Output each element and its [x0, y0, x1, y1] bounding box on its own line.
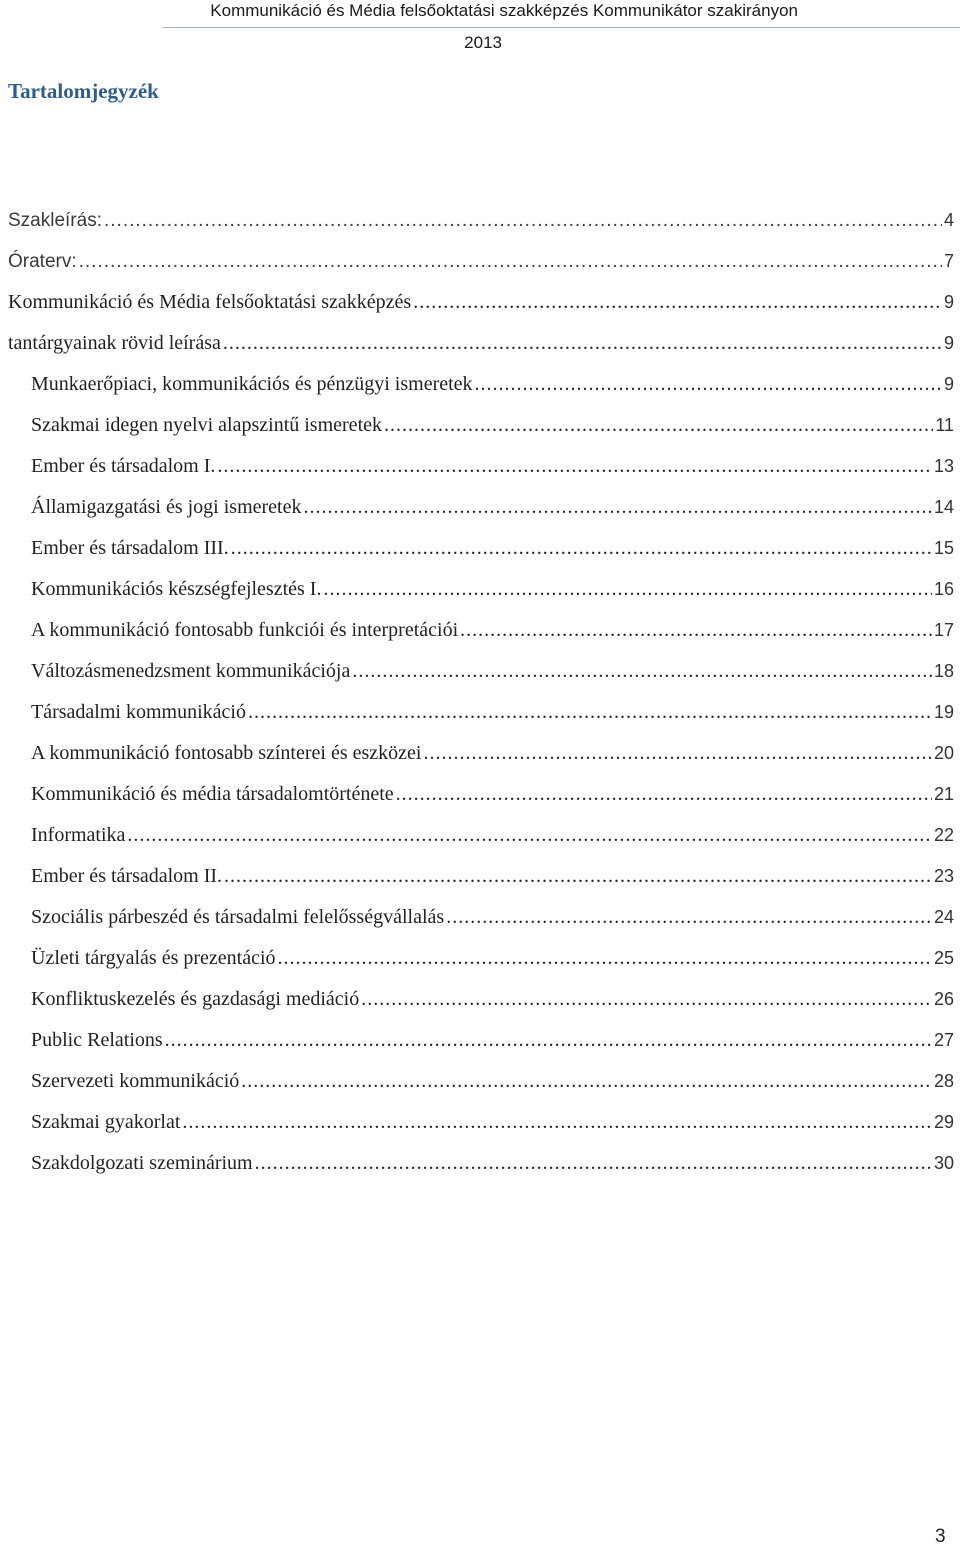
toc-entry-szakmai-gyakorlat[interactable]	[0, 1102, 960, 1143]
toc-entry-page: 24	[933, 907, 954, 927]
toc-row	[31, 1102, 954, 1142]
toc-entry-page: 20	[933, 743, 954, 763]
toc-row	[31, 856, 954, 896]
toc-entry-allamigazgatasi[interactable]	[0, 487, 960, 528]
dot-leader	[224, 856, 932, 896]
toc-entry-text: Üzleti tárgyalás és prezentáció	[31, 947, 276, 969]
dot-leader	[423, 733, 932, 773]
toc-entry-konfliktuskezeles[interactable]	[0, 979, 960, 1020]
toc-entry-text: A kommunikáció fontosabb színterei és eszközei	[31, 742, 422, 764]
toc-entry-text: Konfliktuskezelés és gazdasági mediáció	[31, 988, 360, 1010]
toc-entry-text: Államigazgatási és jogi ismeretek	[31, 496, 302, 518]
toc-row	[8, 241, 954, 282]
toc-entry-page: 14	[933, 497, 954, 517]
toc-entry-ember-es-tarsadalom-3[interactable]	[0, 528, 960, 569]
dot-leader	[223, 323, 942, 363]
toc-entry-text: Kommunikáció és média társadalomtörténete	[31, 783, 394, 805]
toc-heading: Tartalomjegyzék	[8, 79, 159, 103]
toc-entry-page: 23	[933, 866, 954, 886]
toc-entry-szakmai-idegen-nyelv[interactable]	[0, 405, 960, 446]
dot-leader	[165, 1020, 932, 1060]
toc-entry-text: A kommunikáció fontosabb funkciói és interpretációi	[31, 619, 459, 641]
toc-entry-page: 11	[935, 415, 954, 435]
dot-leader	[352, 651, 932, 691]
toc-entry-szocialis-parbeszed[interactable]	[0, 897, 960, 938]
toc-entry-uzleti-targyalas[interactable]	[0, 938, 960, 979]
toc-entry-tantargyainak[interactable]	[0, 323, 960, 364]
toc-entry-tarsadalomtortenete[interactable]	[0, 774, 960, 815]
dot-leader	[104, 201, 942, 241]
toc-entry-text: Ember és társadalom III.	[31, 537, 229, 559]
toc-entry-text: Szakmai idegen nyelvi alapszintű ismeretek	[31, 414, 382, 436]
toc-entry-text: Public Relations	[31, 1029, 163, 1051]
toc-row	[31, 733, 954, 773]
toc-entry-page: 22	[933, 825, 954, 845]
dot-leader	[255, 1143, 932, 1183]
toc-entry-page: 18	[933, 661, 954, 681]
toc-entry-funkcioi-es-interpretacioi[interactable]	[0, 610, 960, 651]
dot-leader	[413, 282, 942, 322]
toc-entry-page: 7	[943, 251, 954, 271]
toc-row	[31, 692, 954, 732]
toc-entry-oraterv[interactable]	[0, 241, 960, 282]
dot-leader	[446, 897, 932, 937]
dot-leader	[384, 405, 933, 445]
toc-entry-page: 25	[933, 948, 954, 968]
dot-leader	[182, 1102, 932, 1142]
toc-entry-kommunikacios-keszsegfejlesztes[interactable]	[0, 569, 960, 610]
toc-row	[31, 1061, 954, 1101]
toc-row	[31, 651, 954, 691]
page-number: 3	[935, 1526, 946, 1547]
toc-entry-text: Szakdolgozati szeminárium	[31, 1152, 253, 1174]
toc-entry-valtozasmenedzsment[interactable]	[0, 651, 960, 692]
header-title: Kommunikáció és Média felsőoktatási szakképzés Kommunikátor szakirányon	[210, 1, 798, 20]
toc-entry-text: Ember és társadalom I.	[31, 455, 216, 477]
toc-entry-szervezeti-kommunikacio[interactable]	[0, 1061, 960, 1102]
toc-row	[31, 815, 954, 855]
toc-entry-informatika[interactable]	[0, 815, 960, 856]
toc-entry-text: tantárgyainak rövid leírása	[8, 332, 221, 354]
dot-leader	[217, 446, 932, 486]
toc-entry-text: Munkaerőpiaci, kommunikációs és pénzügyi ismeretek	[31, 373, 473, 395]
dot-leader	[323, 569, 932, 609]
toc-entry-page: 19	[933, 702, 954, 722]
toc-row	[31, 1020, 954, 1060]
toc-row	[8, 200, 954, 241]
dot-leader	[396, 774, 932, 814]
dot-leader	[475, 364, 942, 404]
toc-row	[31, 774, 954, 814]
dot-leader	[278, 938, 932, 978]
toc-row	[31, 1143, 954, 1183]
toc-row	[31, 897, 954, 937]
dot-leader	[303, 487, 932, 527]
toc-entry-page: 21	[933, 784, 954, 804]
toc-entry-munkaeropiaci[interactable]	[0, 364, 960, 405]
toc-entry-kommunikacio-es-media[interactable]	[0, 282, 960, 323]
toc-row	[31, 364, 954, 404]
toc-entry-text: Óraterv:	[8, 251, 77, 272]
toc-row	[31, 610, 954, 650]
toc-entry-text: Szociális párbeszéd és társadalmi felelősségvállalás	[31, 906, 445, 928]
toc-row	[8, 282, 954, 322]
toc-entry-text: Változásmenedzsment kommunikációja	[31, 660, 351, 682]
toc-entry-szakleiras[interactable]	[0, 200, 960, 241]
toc-entry-ember-es-tarsadalom-1[interactable]	[0, 446, 960, 487]
toc-entry-page: 13	[933, 456, 954, 476]
header-year: 2013	[464, 33, 502, 52]
toc-entry-text: Szakleírás:	[8, 210, 102, 231]
toc-entry-page: 28	[933, 1071, 954, 1091]
toc-row	[31, 487, 954, 527]
toc-entry-public-relations[interactable]	[0, 1020, 960, 1061]
toc-entry-text: Szakmai gyakorlat	[31, 1111, 181, 1133]
toc-entry-text: Kommunikáció és Média felsőoktatási szakképzés	[8, 291, 412, 313]
dot-leader	[361, 979, 932, 1019]
toc-entry-szinterei-es-eszkozei[interactable]	[0, 733, 960, 774]
toc-row	[31, 528, 954, 568]
toc-entry-page: 30	[933, 1153, 954, 1173]
toc-row	[31, 446, 954, 486]
dot-leader	[241, 1061, 932, 1101]
toc-entry-page: 27	[933, 1030, 954, 1050]
header-divider	[163, 27, 960, 28]
toc-row	[31, 405, 954, 445]
dot-leader	[460, 610, 932, 650]
toc-row	[8, 323, 954, 363]
toc-entry-text: Informatika	[31, 824, 126, 846]
toc-entry-page: 9	[943, 374, 954, 394]
dot-leader	[248, 692, 932, 732]
toc-entry-page: 26	[933, 989, 954, 1009]
toc-row	[31, 569, 954, 609]
toc-entry-page: 15	[933, 538, 954, 558]
toc-entry-page: 9	[943, 292, 954, 312]
toc-entry-text: Kommunikációs készségfejlesztés I.	[31, 578, 322, 600]
toc-row	[31, 938, 954, 978]
toc-entry-tarsadalmi-kommunikacio[interactable]	[0, 692, 960, 733]
dot-leader	[79, 242, 942, 282]
toc-entry-text: Társadalmi kommunikáció	[31, 701, 246, 723]
toc-entry-szakdolgozati-szeminarium[interactable]	[0, 1143, 960, 1184]
toc-entry-page: 17	[933, 620, 954, 640]
toc-entry-page: 9	[943, 333, 954, 353]
toc-entry-page: 16	[933, 579, 954, 599]
toc-entry-page: 29	[933, 1112, 954, 1132]
toc-row	[31, 979, 954, 1019]
dot-leader	[127, 815, 932, 855]
toc-entry-text: Szervezeti kommunikáció	[31, 1070, 240, 1092]
dot-leader	[231, 528, 932, 568]
toc-entry-text: Ember és társadalom II.	[31, 865, 223, 887]
toc-entry-ember-es-tarsadalom-2[interactable]	[0, 856, 960, 897]
toc-entry-page: 4	[943, 210, 954, 230]
